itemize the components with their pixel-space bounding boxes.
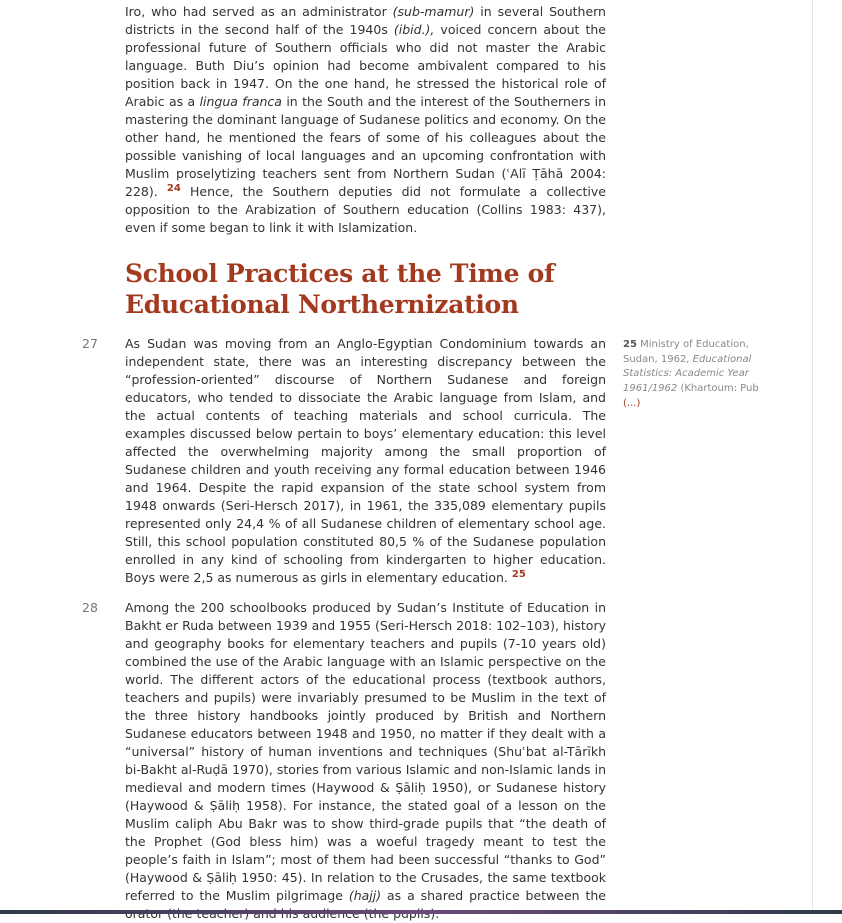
paragraph-number[interactable]: 27 (82, 336, 98, 351)
paragraph-27 (125, 335, 606, 587)
section-title: School Practices at the Time of Educational Northernization (125, 259, 555, 319)
footnote-ref-24[interactable]: 24 (166, 182, 181, 194)
paragraph-text: As Sudan was moving from an Anglo-Egyptian Condominium towards an independent state, there was an interesting discrepancy between the “profession-oriented” discourse of Northern Sudanese and foreign educators, who tended to dissociate the Arabic language from Islam, and the actual contents of teaching materials and school curricula. The examples discussed below pertain to boys’ elementary education: this level affected the overwhelming majority among the small proportion of Sudanese children and youth receiving any formal education between 1946 and 1964. Despite the rapid expansion of the state school system from 1948 onwards (Seri-Hersch 2017), in 1961, the 335,089 elementary pupils represented only 24,4 % of all Sudanese children of elementary school age. Still, this school population constituted 80,5 % of the Sudanese population enrolled in any kind of schooling from kindergarten to higher education. Boys were 2,5 as numerous as girls in elementary education. $^{25}$ (125, 336, 606, 585)
margin-divider (812, 0, 813, 914)
footnote-ref-25[interactable]: 25 (511, 568, 526, 580)
paragraph-text: Iro, who had served as an administrator (sub-mamur) in several Southern districts in the second half of the 1940s (ibid.), voiced concern about the professional future of Southern officials who did not master the Arabic language. Buth Diu’s opinion had become ambivalent compared to his position back in 1947. On the one hand, he stressed the historical role of Arabic as a lingua franca in the South and the interest of the Southerners in mastering the dominant language of Sudanese politics and economy. On the other hand, he mentioned the fears of some of his colleagues about the possible vanishing of local languages and an upcoming confrontation with Muslim proselytizing teachers sent from Northern Sudan (ʿAlī Ṭāhā 2004: 228). $^{24}$ Hence, the Southern deputies did not formulate a collective opposition to the Arabization of Southern education (Collins 1983: 437), even if some began to link it with Islamization. (125, 4, 606, 235)
paragraph-number[interactable]: 28 (82, 600, 98, 615)
sidenote-more-link[interactable]: (...) (623, 397, 641, 409)
paragraph-continued (125, 3, 606, 237)
sidenote-25: 25 Ministry of Education, Sudan, 1962, Educational Statistics: Academic Year 1961/1962 (Khartoum: Pub (...) (623, 339, 759, 409)
paragraph-28 (125, 599, 606, 923)
sidenote-number[interactable]: 25 (623, 339, 637, 350)
paragraph-text: Among the 200 schoolbooks produced by Sudan’s Institute of Education in Bakht er Ruda between 1939 and 1955 (Seri-Hersch 2018: 102–103), history and geography books for elementary teachers and pupils (7-10 years old) combined the use of the Arabic language with an Islamic perspective on the world. The different actors of the educational process (textbook authors, teachers and pupils) were invariably presumed to be Muslim in the text of the three history handbooks jointly produced by British and Northern Sudanese educators between 1948 and 1950, no matter if they dealt with a “universal” history of human inventions and techniques (Shuʿbat al-Tārīkh bi-Bakht al-Ruḍā 1970), stories from various Islamic and non-Islamic lands in medieval and modern times (Haywood & Ṣāliḥ 1950), or Sudanese history (Haywood & Ṣāliḥ 1958). For instance, the stated goal of a lesson on the Muslim caliph Abu Bakr was to show third-grade pupils that “the death of the Prophet (God bless him) was a woeful tragedy meant to test the people’s faith in Islam”; most of them had been successful “thanks to God” (Haywood & Ṣāliḥ 1950: 45). In relation to the Crusades, the same textbook referred to the Muslim pilgrimage (hajj) as a shared practice between the (125, 600, 606, 903)
bottom-bar (0, 910, 842, 914)
